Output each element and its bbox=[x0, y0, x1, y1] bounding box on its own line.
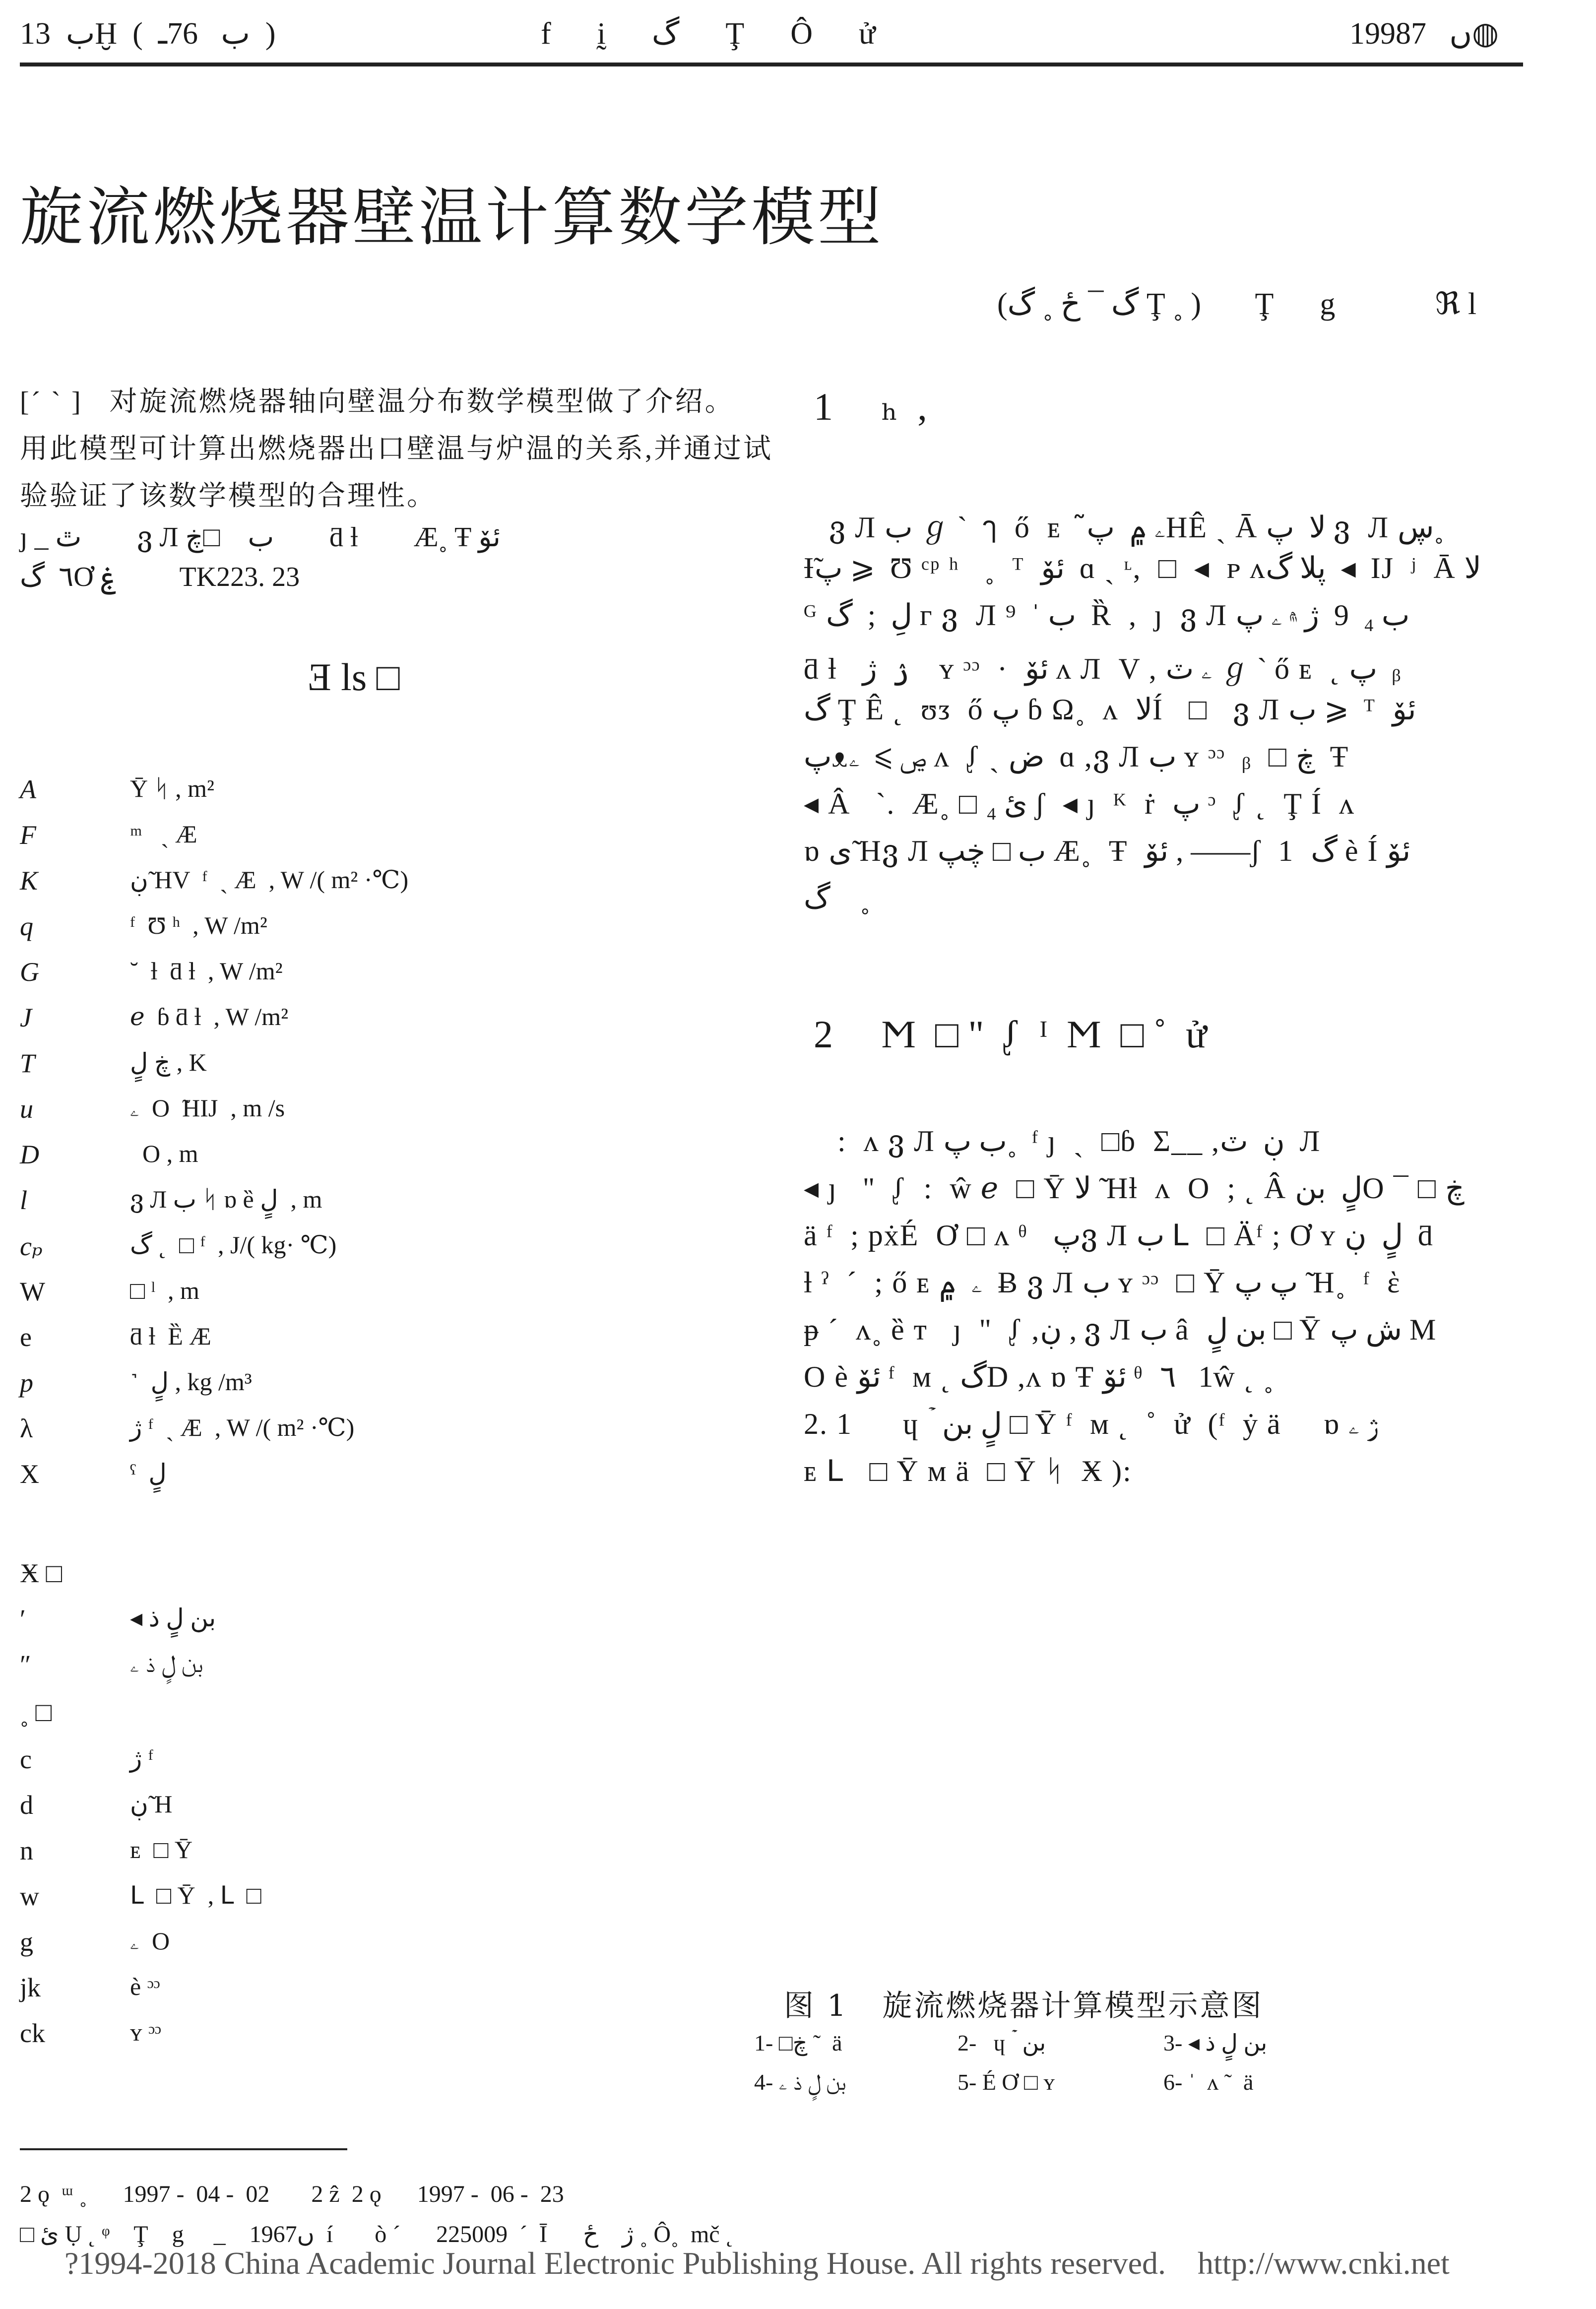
abstract-line-3: 验验证了该数学模型的合理性。 bbox=[20, 481, 437, 512]
running-header-date: 1998ں 7◍ bbox=[1349, 17, 1499, 51]
nomenclature-description: è ᵓᵓ bbox=[130, 1973, 160, 2000]
figure-legend-item: 5- É Ơ □ ʏ bbox=[958, 2069, 1055, 2095]
section-2-line: ä ᶠ ; pẋÉ Ơ □ ᴧ ᶿ پვ Л ب ᒪ □ Äᶠ ; Ơ ʏ لٍ ڹ ƌ bbox=[804, 1219, 1434, 1252]
figure-caption: 图 1 旋流燃烧器计算模型示意图 bbox=[784, 1988, 1264, 2023]
nomenclature-description: ژ ᶠ ˏ Æ , W /( m² ·℃) bbox=[130, 1413, 355, 1441]
nomenclature-symbol: ck bbox=[20, 2018, 45, 2048]
nomenclature-description: Ȳ ᛋ , m² bbox=[130, 774, 214, 802]
section-1-line: ◂ Â ˋ. Æ˳ □ ئ ₄ ʃ ◂ ȷ ᴷ ṙ پ ᵓ ᶘ ˛ Ţ Í ᴧ bbox=[804, 787, 1355, 820]
nomenclature-symbol: e bbox=[20, 1322, 32, 1352]
nomenclature-symbol: d bbox=[20, 1790, 33, 1820]
nomenclature-description: ˘ ƚ ƌ ƚ , W /m² bbox=[130, 957, 283, 985]
section-1-heading: 1 ₕ , bbox=[814, 385, 927, 428]
section-1-line: ვ Л ب ℊ ˋ ๅ ő ᴇ ۦ ۾ پ̃HÊ ˏ Ā لا پ ვ Л ڛ˳ bbox=[804, 511, 1444, 544]
section-2-line: : ᴧ ვ Л ب پ˳ ᶠ ȷ ˏ □ɓ Σ__ ,ڹ ٽ Л bbox=[804, 1125, 1321, 1157]
nomenclature-symbol: jk bbox=[20, 1973, 41, 2002]
running-header-left: ب 13Ḫ ( ب 76ـ ) bbox=[20, 17, 276, 51]
nomenclature-symbol: n bbox=[20, 1836, 33, 1865]
figure-legend-item: 1- □ڿ ˜ ä bbox=[754, 2030, 842, 2055]
keywords-line: ȷ _ ٿ ვ Л ب □ڿ ƌ ƚ Æ˳ Ŧ ئۆ bbox=[20, 522, 501, 553]
nomenclature-symbol: w bbox=[20, 1881, 39, 1911]
section-2-line: ᵽ ˊ ᴧ˳ ȅ ᴛ ȷ " ᶘ ,ڹ , ვ Л ب â بن لٍ □ Ȳ ش پ M bbox=[804, 1313, 1437, 1346]
abstract-line-1: [ˊ ˋ ] 对旋流燃烧器轴向壁温分布数学模型做了介绍。 bbox=[20, 386, 735, 417]
subsection-2-1-line: 2. 1 ɥ ۡ ۤ لٍ بن □ Ȳ ᶠ ᴍ ˛ ˚ ử (ᶠ ẏ ä ɒ ژ ۦ bbox=[804, 1408, 1379, 1440]
nomenclature-symbol: D bbox=[20, 1140, 39, 1169]
nomenclature-description: ۦ O ̃HIJ , m /s bbox=[130, 1094, 285, 1122]
nomenclature-symbol: F bbox=[20, 820, 36, 850]
figure-legend-item: 6- ˈ ᴧ ˜ ä bbox=[1163, 2069, 1254, 2095]
nomenclature-symbol: J bbox=[20, 1003, 32, 1032]
nomenclature-symbol: G bbox=[20, 957, 39, 987]
nomenclature-description: ᒪ □ Ȳ , ᒪ □ bbox=[130, 1881, 261, 1909]
nomenclature-description: ᴇ □ Ȳ bbox=[130, 1836, 193, 1863]
author-bio: □ ئ Ụ ˛ ᵠ Ţ g _ 1967ں í ò ˊ 225009 ˊ Ī ژ ځ ˳ Ô˳ mč ˛ bbox=[20, 2221, 734, 2247]
nomenclature-description: ˺ لٍ , kg /m³ bbox=[130, 1368, 252, 1396]
nomenclature-symbol: X bbox=[20, 1459, 39, 1489]
figure-legend-item: 2- ɥ ۡ ۤ بن bbox=[958, 2030, 1046, 2055]
nomenclature-description: ƌ ƚ Ȅ Æ bbox=[130, 1322, 211, 1350]
nomenclature-description: ڹ ̃H bbox=[130, 1790, 173, 1818]
section-1-line: Ɨ̃پ ⩾ Ʊ ᶜᵖ ʰ ˳ ᵀ ئۆ ɑ ˏ ᶫ, □ ◂ ᴘ ᴧپلا گ ◂ IJ ʲ Ā لا bbox=[804, 552, 1481, 584]
nomenclature-symbol: A bbox=[20, 774, 36, 804]
nomenclature-heading: Ǝ ls □ bbox=[308, 655, 400, 699]
nomenclature-symbol: ′ bbox=[20, 1604, 26, 1634]
nomenclature-symbol: c bbox=[20, 1744, 32, 1774]
nomenclature-description: ◂ بن لٍ ذ bbox=[130, 1604, 216, 1632]
figure-legend-item: 3- ◂ بن لٍ ذ bbox=[1163, 2030, 1268, 2055]
nomenclature-description: بن لٍ ذ ۦ bbox=[130, 1650, 203, 1677]
section-1-line: گ Ţ Ê ˛ ʊᴣ ő پ ɓ Ω˳ ᴧ لاÍ □ ვ Л ب ⩾ ᵀ ئۆ bbox=[804, 693, 1416, 726]
section-1-line: پᴥڝ ⩾ ۦ ᴧ ᶘ ˏ ض ɑ ,ვ Л ب ʏ ᵓᵓ ᵦ □ ڿ Ŧ bbox=[804, 740, 1349, 773]
copyright-notice: ?1994-2018 China Academic Journal Electronic Publishing House. All rights reserved. http://www.cnki.net bbox=[64, 2245, 1450, 2281]
nomenclature-symbol: q bbox=[20, 911, 33, 941]
superscript-heading: Ӿ □ bbox=[20, 1558, 63, 1588]
section-2-heading: 2 Ϻ □ " ᶘ ᴵ Ϻ □ ˚ ử bbox=[814, 1013, 1207, 1056]
paper-title: 旋流燃烧器壁温计算数学模型 bbox=[20, 181, 885, 255]
nomenclature-symbol: λ bbox=[20, 1413, 33, 1443]
running-header-journal: f ḭ گ Ţ Ô ử bbox=[541, 17, 876, 51]
nomenclature-symbol: l bbox=[20, 1185, 28, 1215]
section-2-line: O è ئۆ ᶠ ᴍ ˛ گD ,ᴧ ɒ Ŧ ئۆ ᶿ ٦ 1ŵ ˛ ˳ bbox=[804, 1360, 1275, 1393]
abstract-line-2: 用此模型可计算出燃烧器出口壁温与炉温的关系,并通过试 bbox=[20, 434, 773, 464]
nomenclature-symbol: K bbox=[20, 866, 38, 896]
nomenclature-description: ℯ ɓ ƌ ƚ , W /m² bbox=[130, 1003, 289, 1030]
section-2-line: ƚ ˀ ˊ ; ő ᴇ ۦ ۾ Ƀ ვ Л ب ʏ ᵓᵓ □ Ȳ پ پ ̃H˳ ᶠ ὲ bbox=[804, 1266, 1401, 1299]
subsection-2-1-line: ᴇ ᒪ □ Ȳ ᴍ ä □ Ȳ ᛋ Ӿ ): bbox=[804, 1455, 1132, 1487]
nomenclature-symbol: ″ bbox=[20, 1650, 31, 1679]
nomenclature-description: ڹ ̃HV ᶠ ˏ Æ , W /( m² ·℃) bbox=[130, 866, 409, 894]
received-dates: 2 ǫ ᵚ ˳ 1997 - 04 - 02 2 ẑ 2 ǫ 1997 - 06 - 23 bbox=[20, 2181, 564, 2207]
nomenclature-description: ʏ ᵓᵓ bbox=[130, 2018, 161, 2046]
nomenclature-symbol: p bbox=[20, 1368, 33, 1398]
nomenclature-description: ᵐ ˏ Æ bbox=[130, 820, 197, 848]
nomenclature-symbol: g bbox=[20, 1927, 33, 1957]
footnote-rule bbox=[20, 2148, 347, 2150]
header-rule bbox=[20, 63, 1523, 66]
subscript-heading: ˳ □ bbox=[20, 1697, 52, 1727]
nomenclature-description: ᶠ Ʊ ʰ , W /m² bbox=[130, 911, 267, 939]
section-1-line: ɒ ى ̃Hვ Л ب □ ڿپ Æ˳ Ŧ ئۆ , ——ʃ 1 گ è Í ئۆ bbox=[804, 834, 1411, 867]
nomenclature-description: ვ Л ب ᛋ ɒ ȅ لٍ , m bbox=[130, 1185, 322, 1213]
nomenclature-symbol: cₚ bbox=[20, 1231, 43, 1261]
nomenclature-symbol: W bbox=[20, 1277, 45, 1306]
section-2-line: ◂ ȷ " ᶘ : ŵ ℯ □ Ȳ لا ̃Hƚ ᴧ O ; ˛ Â لٍ بنO ¯ □ ڿ bbox=[804, 1172, 1465, 1205]
nomenclature-description: گ ˛ □ ᶠ , J/( kg· ℃) bbox=[130, 1231, 337, 1259]
nomenclature-symbol: T bbox=[20, 1048, 35, 1078]
section-1-line: ƌ ƚ ۯ ژ ʏ ᵓᵓ · ئۆ ᴧ Л V , ۦ ٽ ℊ ˋ ő ᴇ ˛ پ ᵦ bbox=[804, 652, 1402, 685]
section-1-line: ᴳ لِ ; گ ᴦ ვ Л ب ˈ ⁹ Ȑ , ȷ ვ Л ب ₄ 9 ژ ۾ ۦ پ bbox=[804, 599, 1410, 632]
nomenclature-description: ˤ لٍ bbox=[130, 1459, 167, 1487]
nomenclature-description: ۦ O bbox=[130, 1927, 170, 1955]
nomenclature-description: □ ˡ , m bbox=[130, 1277, 199, 1304]
section-1-line: گ ˳ bbox=[804, 882, 870, 914]
classification-line: ٦ گƠ ۼ TK223. 23 bbox=[20, 562, 300, 592]
nomenclature-description: O , m bbox=[130, 1140, 198, 1167]
author-line: (گ ¯ ځ ˳ گ Ţ ˳ ) Ţ g ℜ l bbox=[997, 287, 1477, 321]
nomenclature-symbol: u bbox=[20, 1094, 33, 1124]
nomenclature-description: ژ ᶠ bbox=[130, 1744, 154, 1772]
nomenclature-description: ڿ لٍ , K bbox=[130, 1048, 207, 1076]
figure-legend-item: 4- بن لٍ ذ ۦ bbox=[754, 2069, 846, 2095]
